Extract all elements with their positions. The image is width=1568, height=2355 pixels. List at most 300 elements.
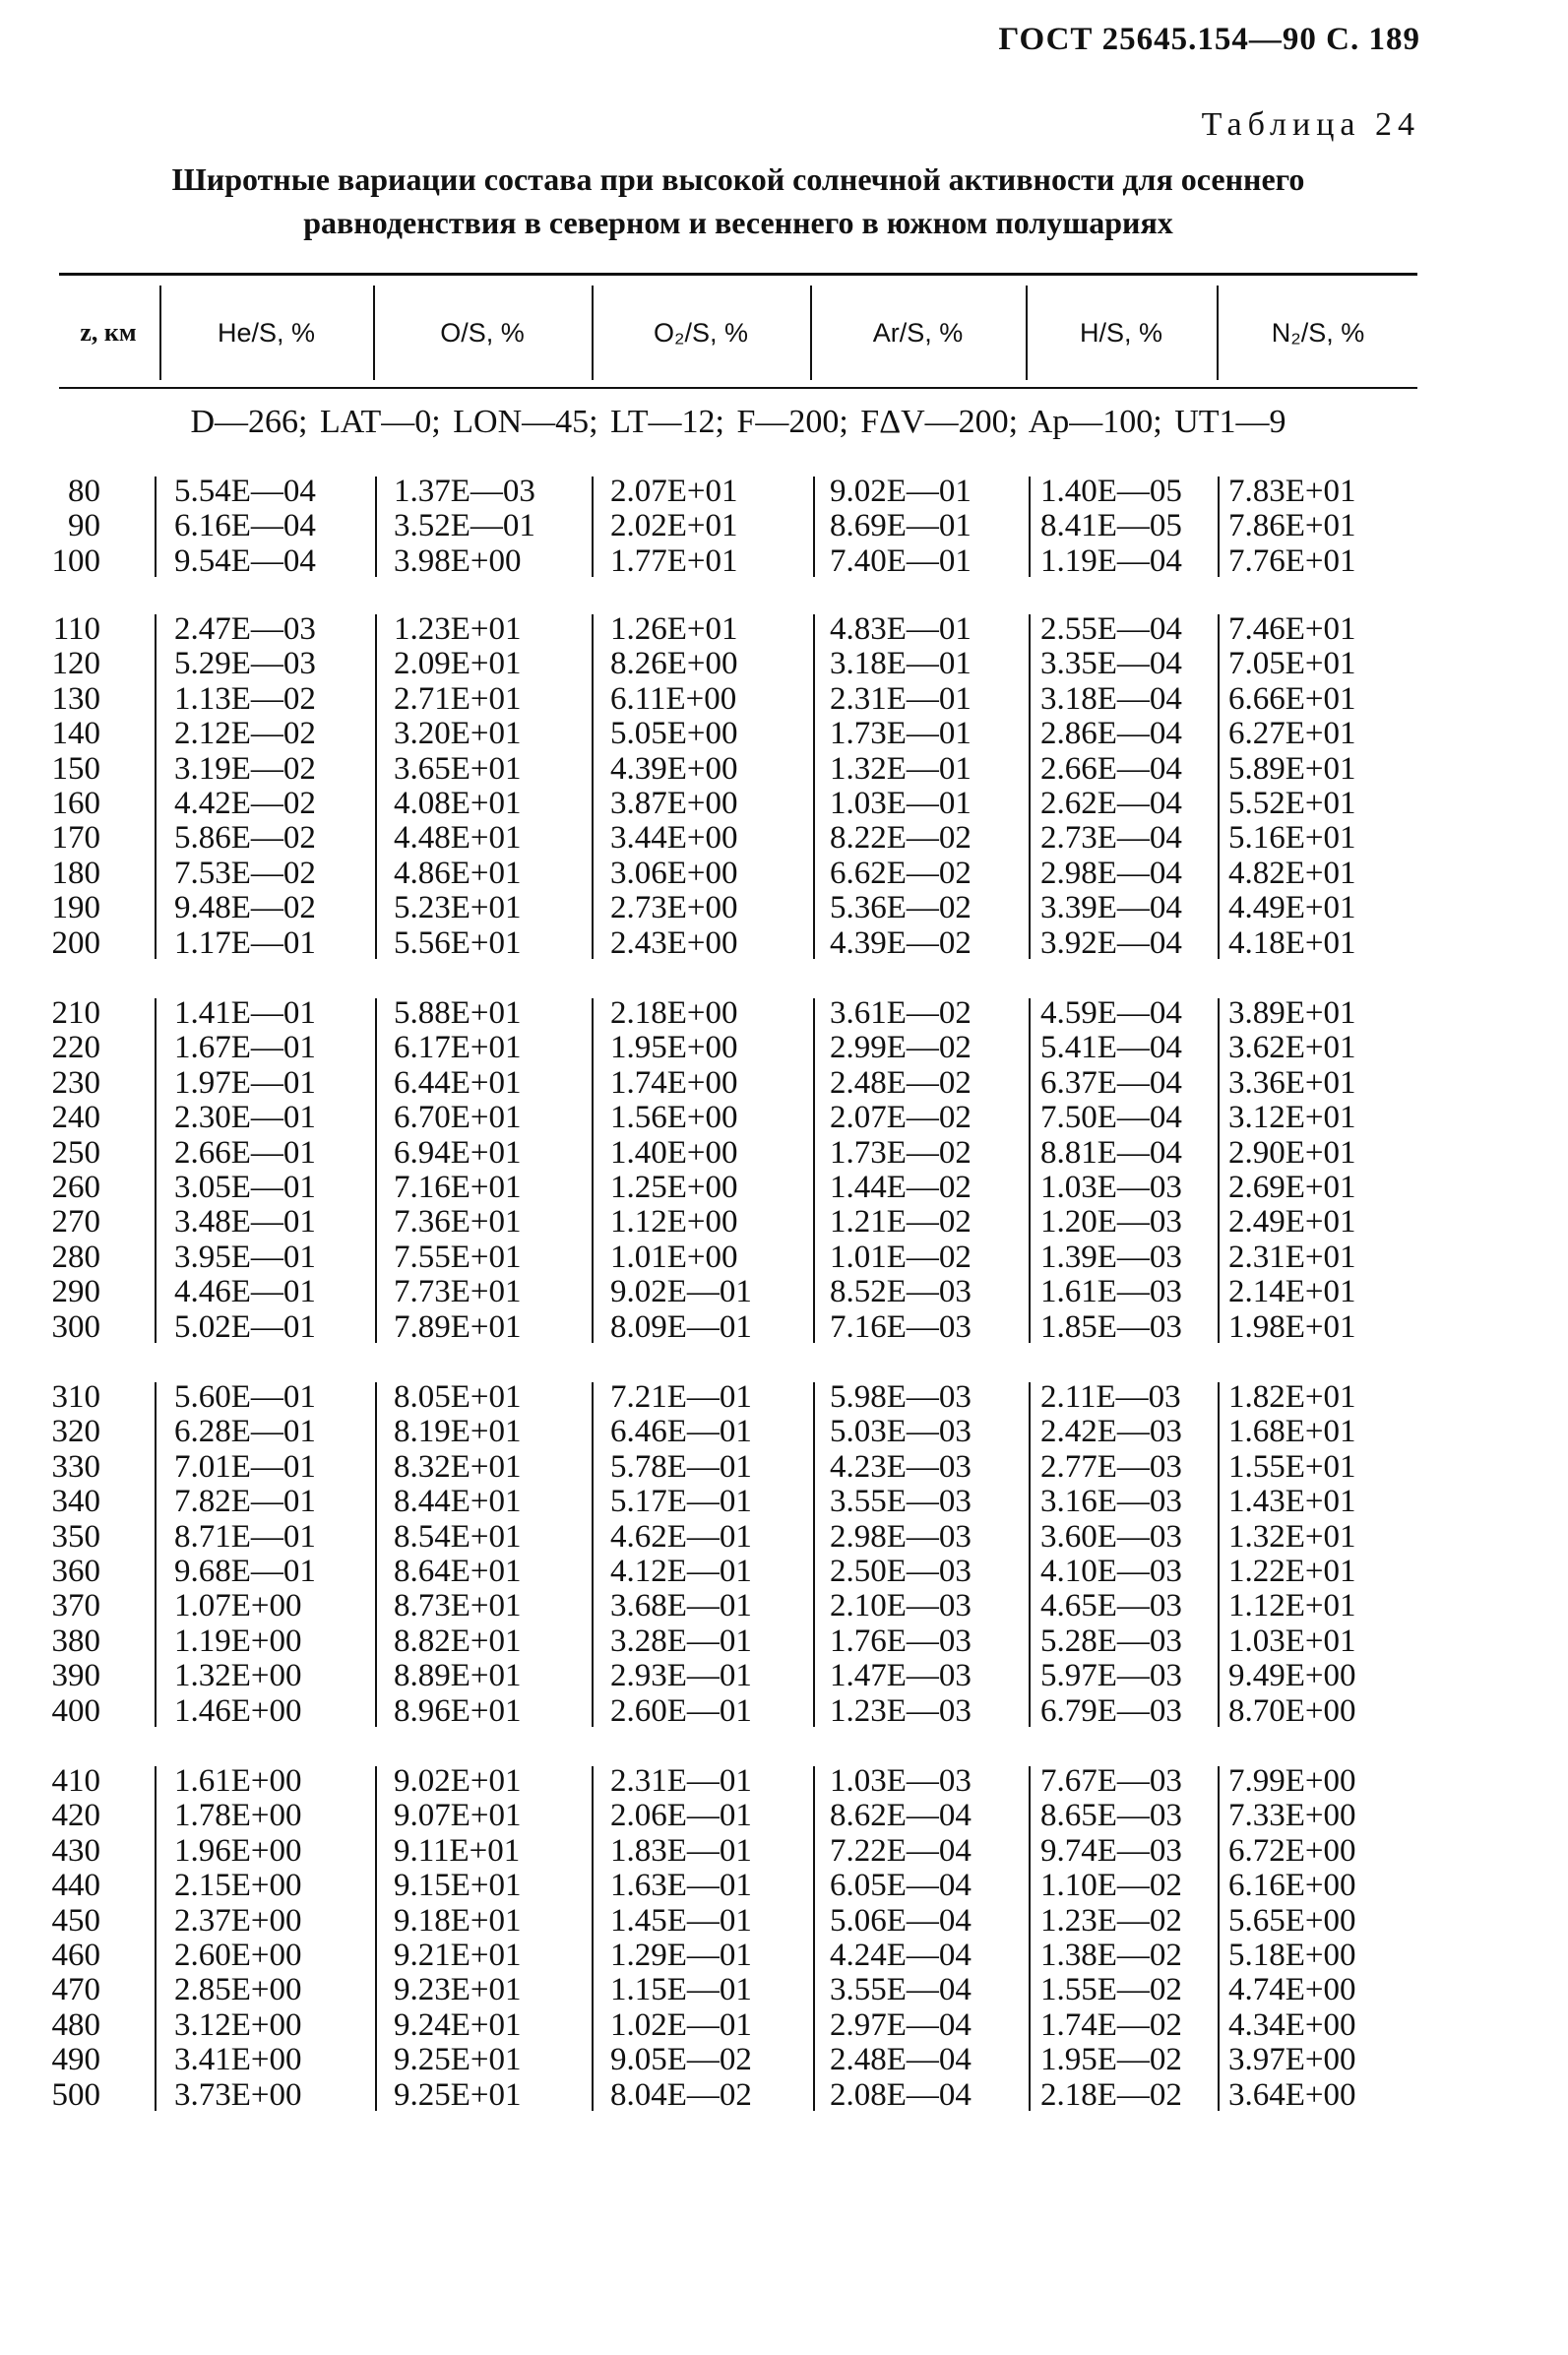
cell-ar: 2.97E—04 <box>830 2006 972 2043</box>
cell-ar: 8.52E—03 <box>830 1274 972 1310</box>
table-row <box>0 509 1568 543</box>
cell-altitude: 350 <box>51 1518 100 1555</box>
cell-altitude: 160 <box>51 785 100 821</box>
cell-he: 1.67E—01 <box>174 1030 316 1066</box>
cell-ar: 1.76E—03 <box>830 1623 972 1659</box>
cell-o2: 2.60E—01 <box>610 1692 752 1729</box>
cell-n2: 1.55E+01 <box>1228 1448 1356 1485</box>
model-parameters: D—266; LAT—0; LON—45; LT—12; F—200; FΔV—200; Ap—100; UT1—9 <box>190 404 1286 440</box>
cell-he: 2.37E+00 <box>174 1902 302 1939</box>
cell-n2: 2.69E+01 <box>1228 1169 1356 1205</box>
cell-o2: 1.01E+00 <box>610 1239 738 1275</box>
table-row <box>0 821 1568 856</box>
table-row <box>0 1973 1568 2007</box>
table-row <box>0 996 1568 1031</box>
cell-he: 2.15E+00 <box>174 1868 302 1904</box>
column-divider <box>155 1382 157 1727</box>
column-divider <box>592 1766 594 2111</box>
cell-n2: 2.31E+01 <box>1228 1239 1356 1275</box>
cell-ar: 4.24E—04 <box>830 1937 972 1973</box>
cell-ar: 7.40E—01 <box>830 542 972 579</box>
cell-o2: 6.11E+00 <box>610 680 737 717</box>
cell-h: 2.55E—04 <box>1040 611 1182 647</box>
cell-o: 9.21E+01 <box>394 1937 522 1973</box>
column-divider <box>813 1766 815 2111</box>
cell-o: 5.23E+01 <box>394 890 522 926</box>
cell-h: 3.92E—04 <box>1040 924 1182 961</box>
cell-he: 7.01E—01 <box>174 1448 316 1485</box>
column-divider <box>1029 1382 1031 1727</box>
page-header: ГОСТ 25645.154—90 С. 189 <box>998 22 1420 57</box>
cell-he: 1.41E—01 <box>174 995 316 1031</box>
cell-he: 3.41E+00 <box>174 2042 302 2078</box>
cell-n2: 5.89E+01 <box>1228 750 1356 787</box>
cell-n2: 7.99E+00 <box>1228 1763 1356 1799</box>
cell-o: 2.71E+01 <box>394 680 522 717</box>
cell-n2: 1.32E+01 <box>1228 1518 1356 1555</box>
cell-n2: 7.83E+01 <box>1228 474 1356 509</box>
column-divider <box>592 477 594 577</box>
column-divider <box>592 1382 594 1727</box>
cell-h: 1.20E—03 <box>1040 1204 1182 1241</box>
cell-ar: 8.69E—01 <box>830 508 972 544</box>
cell-altitude: 130 <box>51 680 100 717</box>
cell-o: 8.32E+01 <box>394 1448 522 1485</box>
cell-n2: 1.03E+01 <box>1228 1623 1356 1659</box>
table-number: Таблица 24 <box>1201 106 1420 143</box>
cell-h: 8.65E—03 <box>1040 1798 1182 1834</box>
column-divider <box>1218 614 1220 959</box>
cell-n2: 6.16E+00 <box>1228 1868 1356 1904</box>
cell-altitude: 500 <box>51 2076 100 2113</box>
table-row <box>0 1171 1568 1205</box>
column-divider <box>375 1382 377 1727</box>
cell-altitude: 380 <box>51 1623 100 1659</box>
cell-o2: 5.05E+00 <box>610 716 738 752</box>
cell-o: 8.44E+01 <box>394 1484 522 1520</box>
table-row <box>0 475 1568 509</box>
cell-n2: 7.76E+01 <box>1228 542 1356 579</box>
cell-o2: 1.45E—01 <box>610 1902 752 1939</box>
cell-o: 7.89E+01 <box>394 1308 522 1345</box>
cell-n2: 2.14E+01 <box>1228 1274 1356 1310</box>
table-row <box>0 2078 1568 2113</box>
cell-altitude: 150 <box>51 750 100 787</box>
cell-he: 1.13E—02 <box>174 680 316 717</box>
cell-o: 6.94E+01 <box>394 1134 522 1171</box>
cell-altitude: 100 <box>51 542 100 579</box>
cell-he: 2.12E—02 <box>174 716 316 752</box>
cell-h: 1.61E—03 <box>1040 1274 1182 1310</box>
cell-he: 6.28E—01 <box>174 1414 316 1450</box>
cell-altitude: 230 <box>51 1064 100 1101</box>
cell-altitude: 280 <box>51 1239 100 1275</box>
cell-h: 2.66E—04 <box>1040 750 1182 787</box>
cell-altitude: 120 <box>51 646 100 682</box>
cell-altitude: 140 <box>51 716 100 752</box>
table-title-line-2: равноденствия в северном и весеннего в южном полушариях <box>303 205 1173 240</box>
cell-he: 1.32E+00 <box>174 1658 302 1694</box>
cell-h: 1.40E—05 <box>1040 474 1182 509</box>
column-header-o2: O₂/S, % <box>653 317 748 348</box>
column-divider <box>1218 1382 1220 1727</box>
cell-o2: 1.40E+00 <box>610 1134 738 1171</box>
cell-n2: 4.34E+00 <box>1228 2006 1356 2043</box>
table-row <box>0 1275 1568 1309</box>
cell-ar: 3.55E—04 <box>830 1972 972 2008</box>
cell-ar: 2.48E—04 <box>830 2042 972 2078</box>
cell-h: 1.23E—02 <box>1040 1902 1182 1939</box>
cell-o2: 1.83E—01 <box>610 1832 752 1869</box>
cell-ar: 5.98E—03 <box>830 1379 972 1415</box>
cell-n2: 3.64E+00 <box>1228 2076 1356 2113</box>
cell-o2: 5.17E—01 <box>610 1484 752 1520</box>
column-divider <box>1218 1766 1220 2111</box>
cell-o: 9.11E+01 <box>394 1832 521 1869</box>
column-divider <box>592 998 594 1343</box>
table-row <box>0 544 1568 579</box>
cell-n2: 1.12E+01 <box>1228 1588 1356 1624</box>
cell-h: 1.19E—04 <box>1040 542 1182 579</box>
table-row <box>0 1904 1568 1939</box>
cell-altitude: 190 <box>51 890 100 926</box>
cell-he: 2.30E—01 <box>174 1100 316 1136</box>
cell-ar: 1.03E—01 <box>830 785 972 821</box>
column-divider <box>813 614 815 959</box>
cell-he: 1.46E+00 <box>174 1692 302 1729</box>
cell-altitude: 450 <box>51 1902 100 1939</box>
table-row <box>0 1310 1568 1345</box>
cell-h: 6.37E—04 <box>1040 1064 1182 1101</box>
cell-n2: 6.66E+01 <box>1228 680 1356 717</box>
cell-n2: 4.18E+01 <box>1228 924 1356 961</box>
cell-n2: 7.46E+01 <box>1228 611 1356 647</box>
cell-altitude: 320 <box>51 1414 100 1450</box>
cell-o2: 1.29E—01 <box>610 1937 752 1973</box>
cell-o2: 8.26E+00 <box>610 646 738 682</box>
cell-o: 1.23E+01 <box>394 611 522 647</box>
column-divider <box>813 998 815 1343</box>
column-divider <box>1029 477 1031 577</box>
cell-o2: 1.63E—01 <box>610 1868 752 1904</box>
table-row <box>0 2043 1568 2077</box>
cell-o: 9.23E+01 <box>394 1972 522 2008</box>
cell-ar: 1.03E—03 <box>830 1763 972 1799</box>
cell-altitude: 470 <box>51 1972 100 2008</box>
cell-altitude: 110 <box>52 611 100 647</box>
cell-h: 3.35E—04 <box>1040 646 1182 682</box>
table-top-rule <box>59 273 1417 276</box>
cell-h: 2.18E—02 <box>1040 2076 1182 2113</box>
cell-o: 9.07E+01 <box>394 1798 522 1834</box>
cell-o: 8.64E+01 <box>394 1553 522 1589</box>
cell-o2: 8.04E—02 <box>610 2076 752 2113</box>
cell-he: 6.16E—04 <box>174 508 316 544</box>
cell-he: 1.19E+00 <box>174 1623 302 1659</box>
cell-he: 2.47E—03 <box>174 611 316 647</box>
table-row <box>0 1031 1568 1065</box>
cell-ar: 2.50E—03 <box>830 1553 972 1589</box>
cell-he: 2.60E+00 <box>174 1937 302 1973</box>
cell-o2: 2.07E+01 <box>610 474 738 509</box>
cell-n2: 3.12E+01 <box>1228 1100 1356 1136</box>
cell-ar: 2.98E—03 <box>830 1518 972 1555</box>
table-row <box>0 612 1568 647</box>
cell-ar: 3.61E—02 <box>830 995 972 1031</box>
cell-ar: 8.22E—02 <box>830 820 972 857</box>
cell-o2: 3.87E+00 <box>610 785 738 821</box>
cell-o: 4.48E+01 <box>394 820 522 857</box>
cell-o: 2.09E+01 <box>394 646 522 682</box>
cell-n2: 8.70E+00 <box>1228 1692 1356 1729</box>
cell-h: 1.95E—02 <box>1040 2042 1182 2078</box>
cell-ar: 7.16E—03 <box>830 1308 972 1345</box>
column-divider <box>375 998 377 1343</box>
cell-he: 2.85E+00 <box>174 1972 302 2008</box>
cell-h: 1.85E—03 <box>1040 1308 1182 1345</box>
table-row <box>0 1869 1568 1903</box>
cell-h: 1.74E—02 <box>1040 2006 1182 2043</box>
cell-n2: 5.52E+01 <box>1228 785 1356 821</box>
cell-ar: 3.18E—01 <box>830 646 972 682</box>
table-row <box>0 1205 1568 1240</box>
cell-n2: 1.22E+01 <box>1228 1553 1356 1589</box>
cell-ar: 8.62E—04 <box>830 1798 972 1834</box>
table-row <box>0 1066 1568 1101</box>
cell-n2: 4.74E+00 <box>1228 1972 1356 2008</box>
cell-ar: 2.31E—01 <box>830 680 972 717</box>
table-row <box>0 1380 1568 1415</box>
cell-he: 9.68E—01 <box>174 1553 316 1589</box>
cell-he: 1.78E+00 <box>174 1798 302 1834</box>
table-row <box>0 682 1568 717</box>
table-row <box>0 1555 1568 1589</box>
column-divider <box>155 477 157 577</box>
cell-o2: 1.77E+01 <box>610 542 738 579</box>
cell-o2: 2.18E+00 <box>610 995 738 1031</box>
cell-altitude: 290 <box>51 1274 100 1310</box>
cell-h: 5.97E—03 <box>1040 1658 1182 1694</box>
cell-ar: 2.08E—04 <box>830 2076 972 2113</box>
table-row <box>0 1659 1568 1693</box>
cell-ar: 2.99E—02 <box>830 1030 972 1066</box>
cell-n2: 1.68E+01 <box>1228 1414 1356 1450</box>
cell-n2: 7.86E+01 <box>1228 508 1356 544</box>
cell-o2: 1.95E+00 <box>610 1030 738 1066</box>
cell-he: 5.29E—03 <box>174 646 316 682</box>
column-header-he: He/S, % <box>217 317 316 348</box>
cell-ar: 2.07E—02 <box>830 1100 972 1136</box>
cell-n2: 4.82E+01 <box>1228 855 1356 891</box>
cell-o2: 4.12E—01 <box>610 1553 752 1589</box>
cell-n2: 3.62E+01 <box>1228 1030 1356 1066</box>
column-divider <box>375 477 377 577</box>
cell-ar: 9.02E—01 <box>830 474 972 509</box>
cell-altitude: 440 <box>51 1868 100 1904</box>
cell-n2: 1.43E+01 <box>1228 1484 1356 1520</box>
cell-o: 1.37E—03 <box>394 474 535 509</box>
cell-h: 2.11E—03 <box>1040 1379 1181 1415</box>
cell-h: 1.38E—02 <box>1040 1937 1182 1973</box>
cell-o2: 9.05E—02 <box>610 2042 752 2078</box>
cell-he: 1.07E+00 <box>174 1588 302 1624</box>
cell-altitude: 340 <box>51 1484 100 1520</box>
cell-ar: 3.55E—03 <box>830 1484 972 1520</box>
cell-ar: 5.03E—03 <box>830 1414 972 1450</box>
cell-h: 2.73E—04 <box>1040 820 1182 857</box>
table-row <box>0 857 1568 891</box>
cell-h: 5.28E—03 <box>1040 1623 1182 1659</box>
cell-altitude: 370 <box>51 1588 100 1624</box>
cell-h: 1.55E—02 <box>1040 1972 1182 2008</box>
cell-h: 5.41E—04 <box>1040 1030 1182 1066</box>
cell-h: 4.59E—04 <box>1040 995 1182 1031</box>
cell-he: 3.05E—01 <box>174 1169 316 1205</box>
cell-o: 8.96E+01 <box>394 1692 522 1729</box>
table-row <box>0 1694 1568 1729</box>
cell-h: 3.18E—04 <box>1040 680 1182 717</box>
cell-he: 1.61E+00 <box>174 1763 302 1799</box>
cell-o2: 2.73E+00 <box>610 890 738 926</box>
cell-o2: 1.02E—01 <box>610 2006 752 2043</box>
cell-n2: 5.65E+00 <box>1228 1902 1356 1939</box>
cell-o: 8.19E+01 <box>394 1414 522 1450</box>
table-row <box>0 1589 1568 1623</box>
cell-ar: 4.39E—02 <box>830 924 972 961</box>
cell-he: 3.95E—01 <box>174 1239 316 1275</box>
row-group <box>0 1764 1568 2113</box>
cell-ar: 1.73E—02 <box>830 1134 972 1171</box>
cell-he: 3.12E+00 <box>174 2006 302 2043</box>
cell-he: 5.86E—02 <box>174 820 316 857</box>
table-row <box>0 1415 1568 1449</box>
table-title-line-1: Широтные вариации состава при высокой солнечной активности для осеннего <box>171 161 1305 197</box>
cell-h: 2.86E—04 <box>1040 716 1182 752</box>
table-row <box>0 1485 1568 1519</box>
cell-o2: 9.02E—01 <box>610 1274 752 1310</box>
cell-o: 8.82E+01 <box>394 1623 522 1659</box>
cell-o: 4.08E+01 <box>394 785 522 821</box>
cell-n2: 6.27E+01 <box>1228 716 1356 752</box>
cell-altitude: 220 <box>51 1030 100 1066</box>
cell-altitude: 430 <box>51 1832 100 1869</box>
table-row <box>0 1939 1568 1973</box>
cell-ar: 1.01E—02 <box>830 1239 972 1275</box>
column-header-o: O/S, % <box>440 317 525 348</box>
cell-o2: 1.12E+00 <box>610 1204 738 1241</box>
cell-he: 4.42E—02 <box>174 785 316 821</box>
table-row <box>0 1520 1568 1555</box>
cell-o: 9.25E+01 <box>394 2076 522 2113</box>
cell-n2: 7.33E+00 <box>1228 1798 1356 1834</box>
table-row <box>0 926 1568 961</box>
cell-o: 9.24E+01 <box>394 2006 522 2043</box>
cell-o2: 1.74E+00 <box>610 1064 738 1101</box>
column-header-ar: Ar/S, % <box>872 317 964 348</box>
cell-o2: 4.62E—01 <box>610 1518 752 1555</box>
cell-o2: 1.56E+00 <box>610 1100 738 1136</box>
cell-o: 6.44E+01 <box>394 1064 522 1101</box>
cell-o: 9.02E+01 <box>394 1763 522 1799</box>
cell-h: 4.65E—03 <box>1040 1588 1182 1624</box>
table-row <box>0 647 1568 681</box>
cell-ar: 4.83E—01 <box>830 611 972 647</box>
cell-h: 8.81E—04 <box>1040 1134 1182 1171</box>
column-divider <box>813 1382 815 1727</box>
cell-altitude: 300 <box>51 1308 100 1345</box>
cell-ar: 1.23E—03 <box>830 1692 972 1729</box>
table-row <box>0 717 1568 751</box>
cell-h: 2.98E—04 <box>1040 855 1182 891</box>
cell-o2: 2.43E+00 <box>610 924 738 961</box>
cell-altitude: 360 <box>51 1553 100 1589</box>
cell-n2: 5.18E+00 <box>1228 1937 1356 1973</box>
cell-he: 7.53E—02 <box>174 855 316 891</box>
cell-o: 8.73E+01 <box>394 1588 522 1624</box>
table-row <box>0 1834 1568 1869</box>
table-row <box>0 1101 1568 1135</box>
cell-he: 8.71E—01 <box>174 1518 316 1555</box>
cell-altitude: 170 <box>51 820 100 857</box>
column-divider <box>1218 998 1220 1343</box>
cell-n2: 3.36E+01 <box>1228 1064 1356 1101</box>
cell-altitude: 310 <box>51 1379 100 1415</box>
cell-he: 3.73E+00 <box>174 2076 302 2113</box>
cell-o: 8.05E+01 <box>394 1379 522 1415</box>
cell-o2: 7.21E—01 <box>610 1379 752 1415</box>
cell-o2: 2.31E—01 <box>610 1763 752 1799</box>
cell-o2: 8.09E—01 <box>610 1308 752 1345</box>
column-divider <box>1029 998 1031 1343</box>
cell-n2: 3.89E+01 <box>1228 995 1356 1031</box>
column-divider <box>155 1766 157 2111</box>
cell-o: 3.20E+01 <box>394 716 522 752</box>
cell-altitude: 410 <box>51 1763 100 1799</box>
cell-o2: 3.44E+00 <box>610 820 738 857</box>
cell-o2: 2.02E+01 <box>610 508 738 544</box>
cell-o2: 3.28E—01 <box>610 1623 752 1659</box>
cell-h: 7.67E—03 <box>1040 1763 1182 1799</box>
cell-o2: 2.93E—01 <box>610 1658 752 1694</box>
cell-o2: 1.25E+00 <box>610 1169 738 1205</box>
cell-o2: 3.06E+00 <box>610 855 738 891</box>
cell-altitude: 200 <box>51 924 100 961</box>
table-row <box>0 891 1568 925</box>
cell-ar: 1.73E—01 <box>830 716 972 752</box>
cell-altitude: 400 <box>51 1692 100 1729</box>
column-divider <box>592 614 594 959</box>
cell-o2: 1.15E—01 <box>610 1972 752 2008</box>
cell-n2: 2.90E+01 <box>1228 1134 1356 1171</box>
cell-o: 6.17E+01 <box>394 1030 522 1066</box>
cell-altitude: 460 <box>51 1937 100 1973</box>
column-header-h: H/S, % <box>1079 317 1163 348</box>
cell-ar: 4.23E—03 <box>830 1448 972 1485</box>
cell-he: 5.60E—01 <box>174 1379 316 1415</box>
cell-o2: 6.46E—01 <box>610 1414 752 1450</box>
column-divider <box>155 614 157 959</box>
cell-ar: 2.48E—02 <box>830 1064 972 1101</box>
table-title <box>49 158 1427 244</box>
cell-o: 4.86E+01 <box>394 855 522 891</box>
cell-o: 7.36E+01 <box>394 1204 522 1241</box>
cell-he: 4.46E—01 <box>174 1274 316 1310</box>
table-row <box>0 1136 1568 1171</box>
cell-he: 5.54E—04 <box>174 474 316 509</box>
cell-n2: 1.82E+01 <box>1228 1379 1356 1415</box>
cell-o: 7.55E+01 <box>394 1239 522 1275</box>
cell-altitude: 80 <box>68 474 100 509</box>
